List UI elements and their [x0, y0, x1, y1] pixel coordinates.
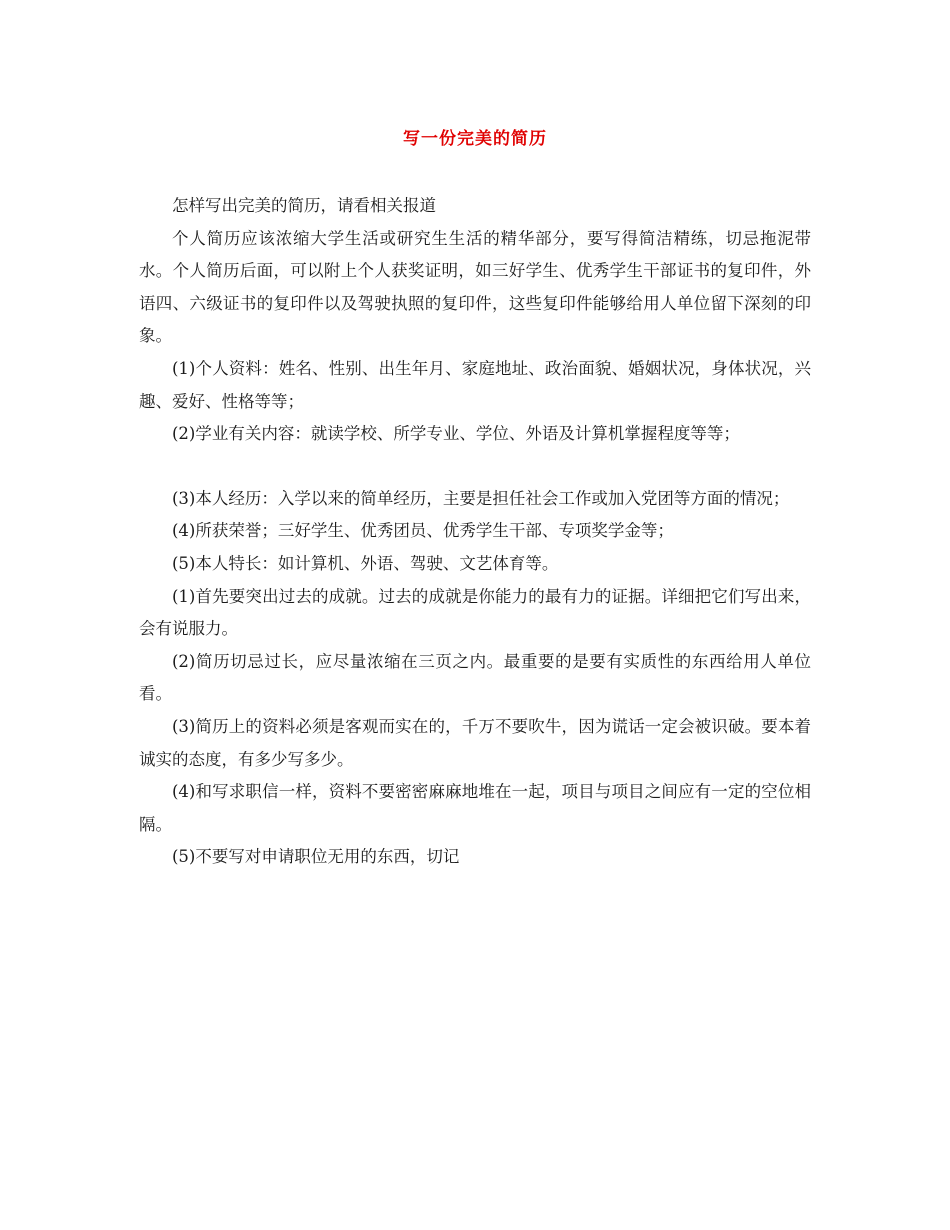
paragraph-summary: 个人简历应该浓缩大学生活或研究生生活的精华部分，要写得简洁精练，切忌拖泥带水。个人简历后面，可以附上个人获奖证明，如三好学生、优秀学生干部证书的复印件，外语四、六级证书的复印件以及驾驶执照的复印件，这些复印件能够给用人单位留下深刻的印象。 [139, 228, 811, 346]
paragraph-item-experience: (3)本人经历：入学以来的简单经历，主要是担任社会工作或加入党团等方面的情况； [172, 488, 790, 508]
paragraph-spacer [139, 451, 811, 483]
paragraph-item-personal-info: (1)个人资料：姓名、性别、出生年月、家庭地址、政治面貌、婚姻状况，身体状况，兴趣、爱好、性格等等； [139, 358, 811, 411]
paragraph-intro: 怎样写出完美的简历，请看相关报道 [172, 196, 436, 215]
paragraph-item-academic: (2)学业有关内容：就读学校、所学专业、学位、外语及计算机掌握程度等等； [172, 424, 740, 444]
paragraph-item-skills: (5)本人特长：如计算机、外语、驾驶、文艺体育等。 [172, 553, 559, 573]
paragraph-tip-length: (2)简历切忌过长，应尽量浓缩在三页之内。最重要的是要有实质性的东西给用人单位看。 [139, 651, 811, 704]
paragraph-tip-spacing: (4)和写求职信一样，资料不要密密麻麻地堆在一起，项目与项目之间应有一定的空位相隔。 [139, 782, 811, 834]
document-title: 写一份完美的简历 [403, 129, 547, 149]
document-body [139, 190, 811, 874]
paragraph-tip-achievements: (1)首先要突出过去的成就。过去的成就是你能力的最有力的证据。详细把它们写出来，会有说服力。 [139, 586, 811, 639]
paragraph-tip-honesty: (3)简历上的资料必须是客观而实在的，千万不要吹牛，因为谎话一定会被识破。要本着诚实的态度，有多少写多少。 [139, 716, 811, 769]
paragraph-item-honors: (4)所获荣誉；三好学生、优秀团员、优秀学生干部、专项奖学金等； [172, 521, 674, 541]
paragraph-tip-relevance: (5)不要写对申请职位无用的东西，切记 [172, 847, 460, 867]
